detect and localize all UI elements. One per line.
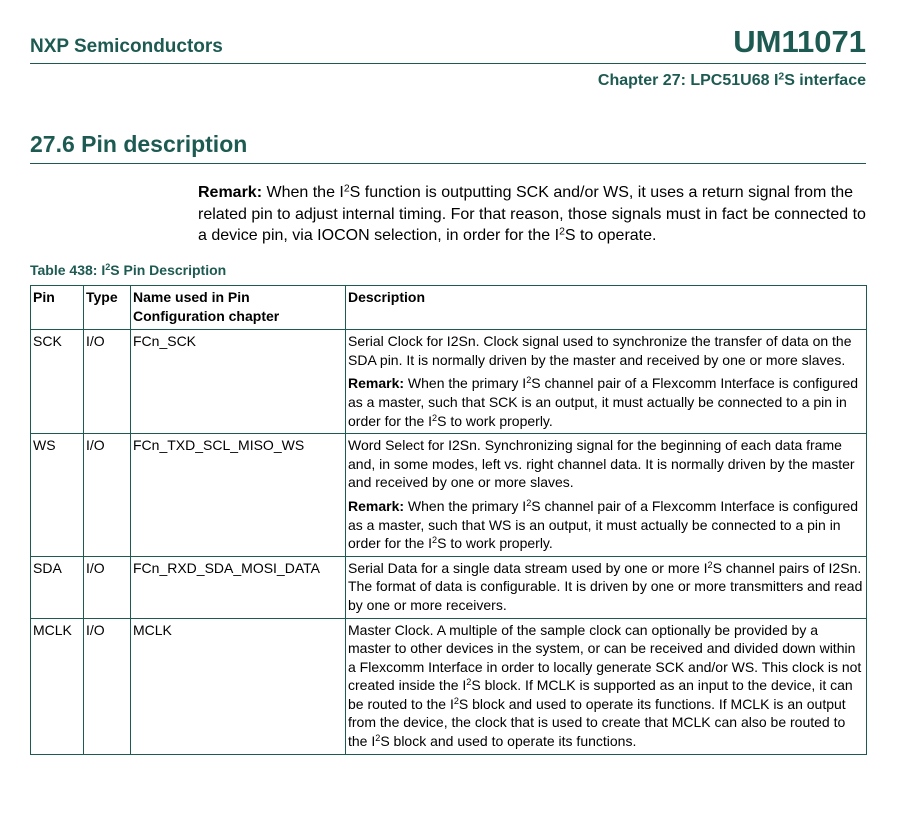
cell-name: FCn_SCK [131,330,346,434]
cell-description [346,434,867,557]
table-caption: Table 438: $I^2S$ Pin Description [30,262,227,278]
cell-description [346,330,867,434]
company-name: NXP Semiconductors [30,36,223,57]
cell-pin: WS [31,434,84,557]
description-text: Word Select for I2Sn. Synchronizing signal for the beginning of each data frame and, in some modes, left vs. right channel data. It is normally driven by the master and received by one or more slaves. [348,437,855,491]
table-row [31,556,867,618]
header-pin: Pin [31,286,84,330]
cell-name: FCn_RXD_SDA_MOSI_DATA [131,556,346,618]
cell-type: I/O [84,618,131,754]
section-title: 27.6 Pin description [30,131,248,157]
cell-description: Serial Data for a single data stream used by one or more $I^2S$ channel pairs of I2Sn. The format of data is configurable. It is driven by one or more transmitters and read by one or more receivers. [346,556,867,618]
description-text: Serial Clock for I2Sn. Clock signal used to synchronize the transfer of data on the SDA pin. It is normally driven by the master and received by one or more slaves. [348,333,852,368]
cell-pin: MCLK [31,618,84,754]
remark-paragraph: Remark: When the $I^2S$ function is outputting SCK and/or WS, it uses a return signal from the related pin to adjust internal timing. For that reason, those signals must in fact be connected to a device pin, via IOCON selection, in order for the $I^2S$ to operate. [198,183,866,244]
section-rule [30,163,866,164]
pin-description-table [30,285,867,755]
description-remark: Remark: When the primary $I^2S$ channel pair of a Flexcomm Interface is configured as a master, such that WS is an output, it must actually be connected to a pin in order for the $I^2S$ to work properly. [348,497,859,552]
cell-name: FCn_TXD_SCL_MISO_WS [131,434,346,557]
cell-type: I/O [84,556,131,618]
cell-type: I/O [84,434,131,557]
cell-description: Master Clock. A multiple of the sample clock can optionally be provided by a master to other devices in the system, or can be received and divided down within a Flexcomm Interface in order to locally generate SCK and/or WS. This clock is not created inside the $I^2S$ block. If MCLK is supported as an input to the device, it can be routed to the $I^2S$ block and used to operate its functions. If MCLK is an output from the device, the clock that is used to create that MCLK can also be routed to the $I^2S$ block and used to operate its functions. [346,618,867,754]
document-id: UM11071 [733,24,866,59]
cell-pin: SDA [31,556,84,618]
cell-type: I/O [84,330,131,434]
table-row [31,618,867,754]
table-row [31,434,867,557]
header-type: Type [84,286,131,330]
description-remark: Remark: When the primary $I^2S$ channel pair of a Flexcomm Interface is configured as a master, such that SCK is an output, it must actually be connected to a pin in order for the $I^2S$ to work properly. [348,375,859,429]
header-rule [30,63,866,64]
header-name: Name used in Pin Configuration chapter [131,286,346,330]
table-row [31,330,867,434]
table-header-row [31,286,867,330]
cell-name: MCLK [131,618,346,754]
cell-pin: SCK [31,330,84,434]
chapter-title: Chapter 27: LPC51U68 $I^2S$ interface [597,71,866,89]
header-description: Description [346,286,867,330]
